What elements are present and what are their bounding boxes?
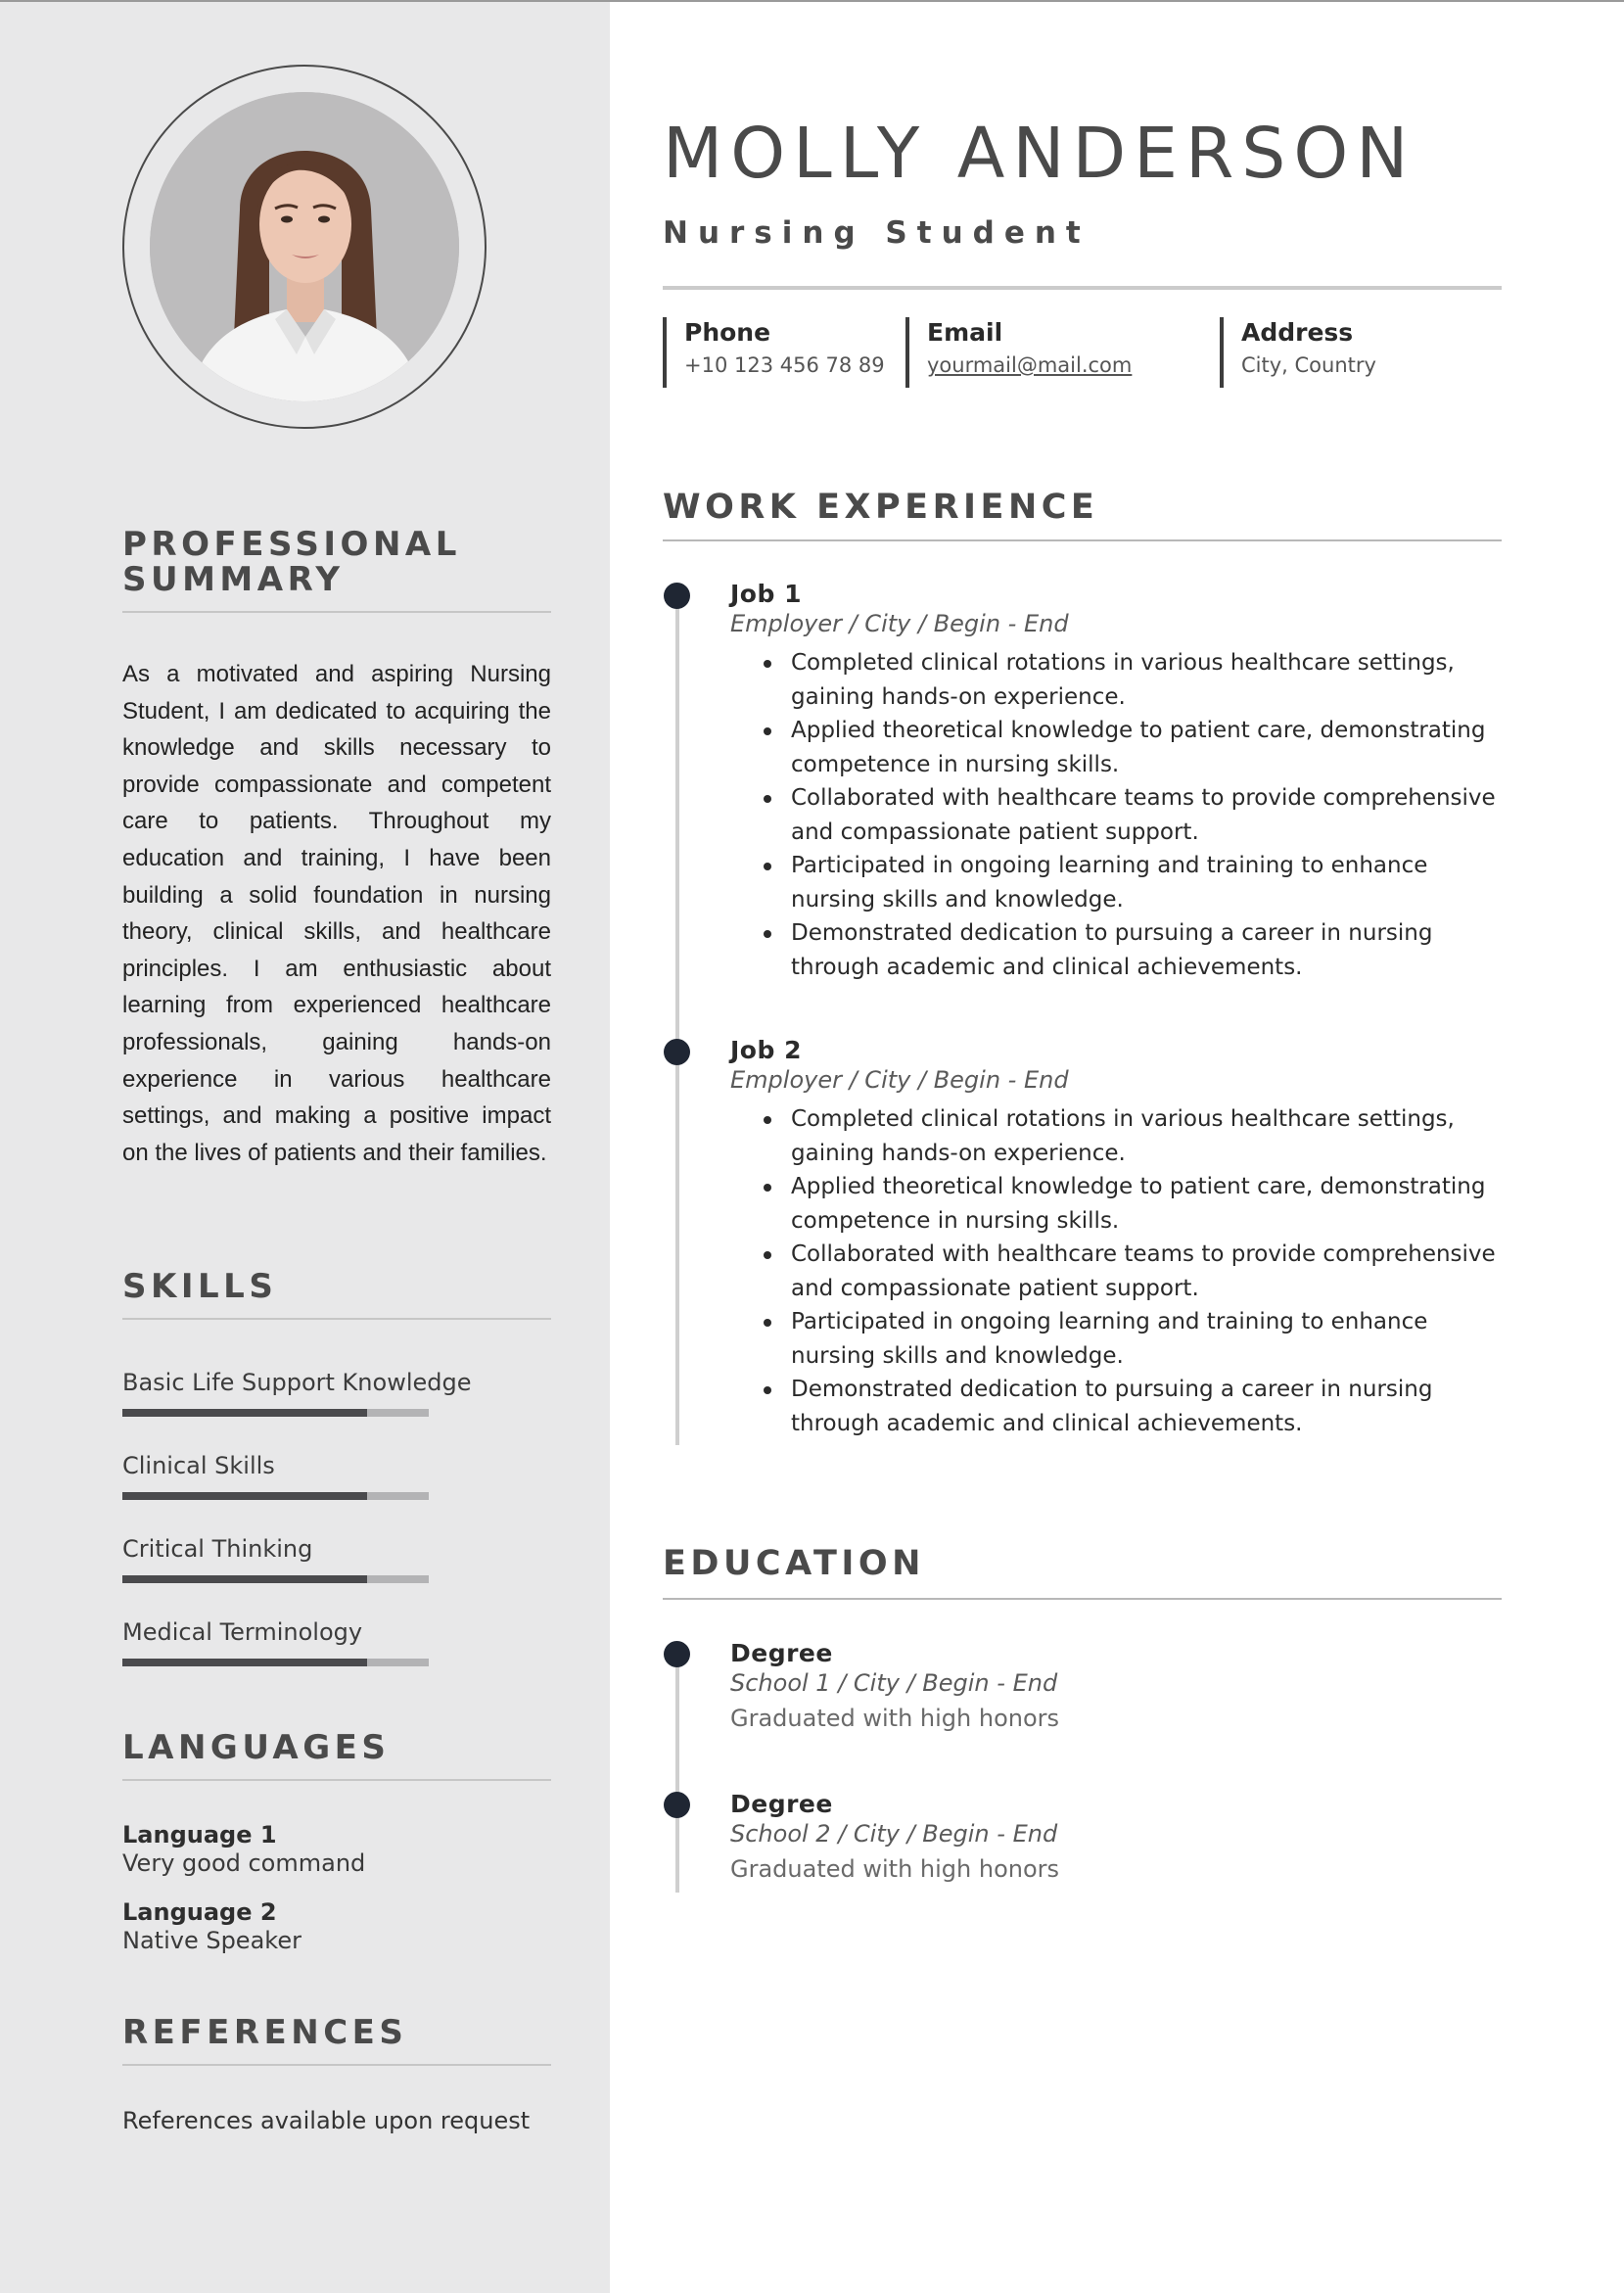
list-item: Demonstrated dedication to pursuing a career in nursing through academic and clinical achievements. [730, 916, 1504, 984]
list-item: Demonstrated dedication to pursuing a career in nursing through academic and clinical achievements. [730, 1373, 1504, 1440]
contact-email [905, 317, 1214, 388]
job-bullets [730, 646, 1504, 984]
work-experience-divider [663, 539, 1502, 541]
header-divider [663, 286, 1502, 290]
list-item: Participated in ongoing learning and training to enhance nursing skills and knowledge. [730, 849, 1504, 916]
skill-item [122, 1451, 553, 1480]
degree-subtitle: School 1 / City / Begin - End [730, 1669, 1058, 1697]
skill-bar [122, 1492, 429, 1500]
education-timeline [675, 1655, 679, 1893]
skill-bar [122, 1659, 429, 1666]
skill-bar [122, 1575, 429, 1583]
languages-heading: LANGUAGES [122, 1728, 391, 1767]
list-item: Collaborated with healthcare teams to provide comprehensive and compassionate patient support. [730, 781, 1504, 849]
education-divider [663, 1598, 1502, 1600]
language-name: Language 1 [122, 1821, 277, 1848]
skill-label: Critical Thinking [122, 1535, 313, 1563]
list-item: Collaborated with healthcare teams to provide comprehensive and compassionate patient support. [730, 1238, 1504, 1305]
skill-label: Basic Life Support Knowledge [122, 1369, 472, 1396]
list-item: Completed clinical rotations in various healthcare settings, gaining hands-on experience. [730, 646, 1504, 714]
list-item: Applied theoretical knowledge to patient care, demonstrating competence in nursing skills. [730, 714, 1504, 781]
skill-bar [122, 1409, 429, 1417]
email-label: Email [927, 318, 1003, 347]
skill-bar-fill [122, 1659, 367, 1666]
skill-item [122, 1617, 553, 1647]
references-section [122, 2015, 551, 2066]
summary-divider [122, 611, 551, 613]
contact-address [1220, 317, 1504, 388]
timeline-dot [664, 1792, 690, 1818]
skills-divider [122, 1318, 551, 1320]
timeline-dot [664, 1641, 690, 1667]
language-level: Very good command [122, 1849, 366, 1877]
email-link[interactable]: yourmail@mail.com [927, 353, 1133, 377]
language-item [122, 1898, 551, 1955]
candidate-title: Nursing Student [663, 215, 1090, 251]
job-entry [730, 1036, 1504, 1440]
degree-description: Graduated with high honors [730, 1705, 1060, 1732]
education-entry [730, 1790, 1504, 1886]
references-heading: REFERENCES [122, 2013, 408, 2052]
skills-heading: SKILLS [122, 1267, 278, 1306]
job-entry [730, 580, 1504, 984]
language-name: Language 2 [122, 1898, 277, 1926]
skill-label: Clinical Skills [122, 1452, 275, 1479]
skill-item [122, 1534, 553, 1564]
address-label: Address [1241, 318, 1354, 347]
summary-text: As a motivated and aspiring Nursing Student, I am dedicated to acquiring the knowledge and skills necessary to provide compassionate and competent care to patients. Throughout my education and training, I have been building a solid foundation in nursing theory, clinical skills, and healthcare principles. I am enthusiastic about learning from experienced healthcare professionals, gaining hands-on experience in various healthcare settings, and making a positive impact on the lives of patients and their families. [122, 661, 551, 1166]
education-entry [730, 1639, 1504, 1735]
skill-label: Medical Terminology [122, 1618, 363, 1646]
job-bullets [730, 1102, 1504, 1440]
list-item: Applied theoretical knowledge to patient care, demonstrating competence in nursing skills. [730, 1170, 1504, 1238]
degree-description: Graduated with high honors [730, 1855, 1060, 1883]
sidebar [0, 2, 610, 2293]
job-title: Job 1 [730, 580, 802, 608]
list-item: Completed clinical rotations in various healthcare settings, gaining hands-on experience. [730, 1102, 1504, 1170]
profile-photo-frame [122, 65, 487, 429]
languages-section [122, 1730, 551, 1781]
address-value: City, Country [1241, 353, 1376, 377]
work-timeline [675, 595, 679, 1445]
skill-bar-fill [122, 1492, 367, 1500]
languages-divider [122, 1779, 551, 1781]
skill-item [122, 1368, 553, 1397]
skills-section [122, 1269, 551, 1320]
language-level: Native Speaker [122, 1927, 302, 1954]
degree-subtitle: School 2 / City / Begin - End [730, 1820, 1058, 1848]
timeline-dot [664, 1039, 690, 1065]
degree-title: Degree [730, 1639, 833, 1667]
skill-bar-fill [122, 1575, 367, 1583]
summary-section [122, 527, 551, 613]
timeline-dot [664, 583, 690, 609]
references-text: References available upon request [122, 2107, 531, 2134]
profile-photo [150, 92, 459, 401]
phone-label: Phone [684, 318, 771, 347]
education-heading: EDUCATION [663, 1544, 925, 1583]
list-item: Participated in ongoing learning and training to enhance nursing skills and knowledge. [730, 1305, 1504, 1373]
contact-phone [663, 317, 898, 388]
job-title: Job 2 [730, 1036, 802, 1064]
work-experience-heading: WORK EXPERIENCE [663, 488, 1099, 527]
candidate-name: MOLLY ANDERSON [663, 113, 1416, 194]
skill-bar-fill [122, 1409, 367, 1417]
job-subtitle: Employer / City / Begin - End [730, 1066, 1069, 1094]
language-item [122, 1821, 551, 1878]
references-divider [122, 2064, 551, 2066]
phone-value: +10 123 456 78 89 [684, 353, 885, 377]
degree-title: Degree [730, 1790, 833, 1818]
summary-heading: PROFESSIONAL SUMMARY [122, 525, 461, 599]
job-subtitle: Employer / City / Begin - End [730, 610, 1069, 637]
